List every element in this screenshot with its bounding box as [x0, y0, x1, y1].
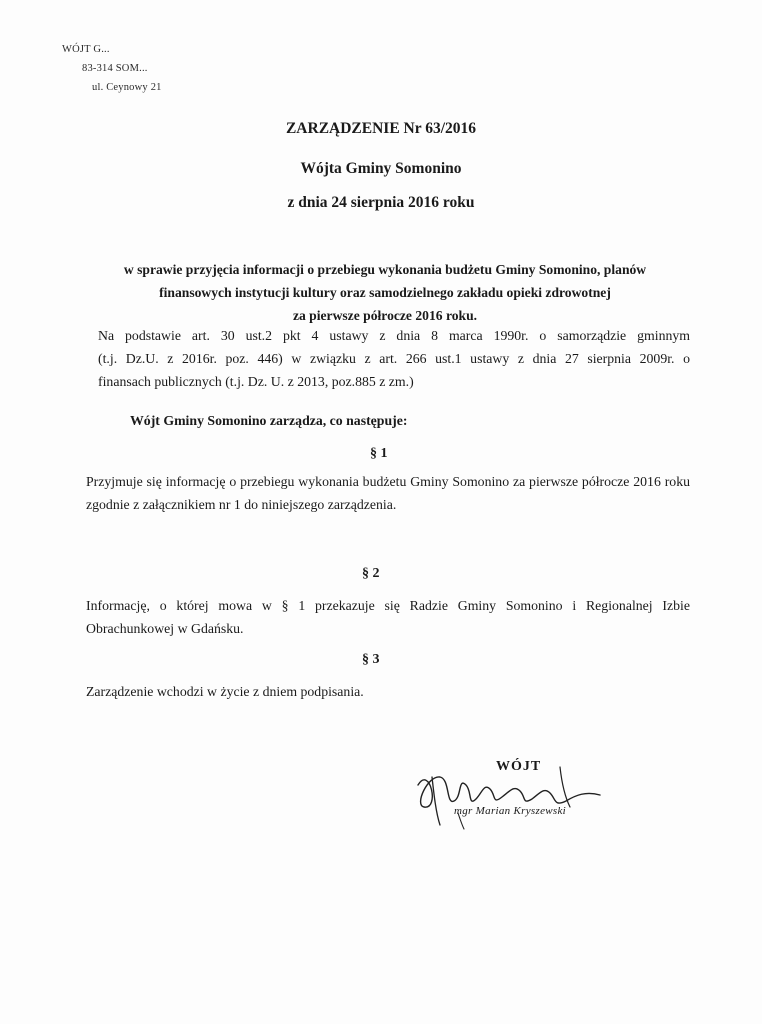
signature-title: WÓJT	[496, 759, 542, 774]
stamp-line-1: WÓJT G...	[62, 44, 110, 55]
section-3-text: Zarządzenie wchodzi w życie z dniem podpisania.	[86, 684, 364, 699]
section-1-text: Przyjmuje się informację o przebiegu wykonania budżetu Gminy Somonino za pierwsze półrocze 2016 roku zgodnie z załącznikiem nr 1 do niniejszego zarządzenia.	[86, 474, 690, 512]
signatory-name: mgr Marian Kryszewski	[454, 805, 567, 817]
subject-line-1: w sprawie przyjęcia informacji o przebiegu wykonania budżetu Gminy Somonino, planów	[123, 262, 647, 277]
document-issuer: Wójta Gminy Somonino	[300, 160, 462, 177]
legal-basis	[98, 324, 690, 393]
subject-line-3: za pierwsze półrocze 2016 roku.	[292, 308, 478, 323]
office-stamp	[58, 40, 162, 97]
legal-basis-line-2: (t.j. Dz.U. z 2016r. poz. 446) w związku z art. 266 ust.1 ustawy z dnia 27 sierpnia 2009r. o	[98, 351, 690, 366]
section-3-label: § 3	[362, 652, 380, 667]
signature-block	[410, 755, 610, 835]
stamp-line-3: ul. Ceynowy 21	[92, 82, 162, 93]
document-subject	[80, 258, 690, 327]
document-date: z dnia 24 sierpnia 2016 roku	[287, 194, 475, 211]
section-2-text: Informację, o której mowa w § 1 przekazuje się Radzie Gminy Somonino i Regionalnej Izbie Obrachunkowej w Gdańsku.	[86, 598, 690, 636]
orders-statement: Wójt Gminy Somonino zarządza, co następuje:	[130, 413, 408, 428]
stamp-line-2: 83-314 SOM...	[82, 63, 148, 74]
document-title: ZARZĄDZENIE Nr 63/2016	[285, 120, 477, 137]
legal-basis-line-3: finansach publicznych (t.j. Dz. U. z 2013, poz.885 z zm.)	[98, 374, 414, 389]
section-1-label: § 1	[370, 446, 388, 461]
legal-basis-line-1: Na podstawie art. 30 ust.2 pkt 4 ustawy z dnia 8 marca 1990r. o samorządzie gminnym	[98, 328, 690, 343]
subject-line-2: finansowych instytucji kultury oraz samodzielnego zakładu opieki zdrowotnej	[159, 285, 611, 300]
section-2-label: § 2	[362, 566, 380, 581]
